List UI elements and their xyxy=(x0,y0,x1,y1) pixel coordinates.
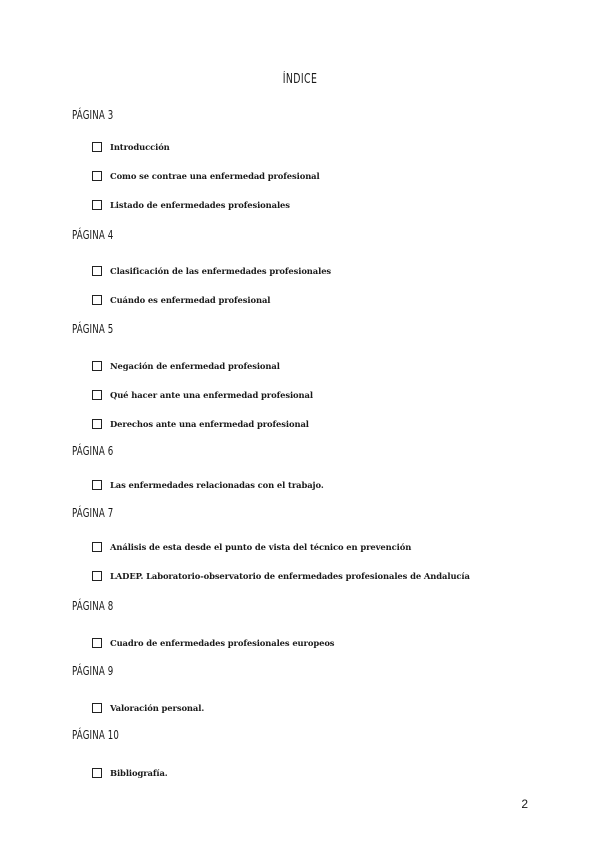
checkbox-icon[interactable] xyxy=(92,638,102,648)
section-heading: PÁGINA 10 xyxy=(72,728,120,742)
checkbox-icon[interactable] xyxy=(92,419,102,429)
section-heading: PÁGINA 7 xyxy=(72,506,114,520)
index-item xyxy=(92,380,552,409)
page-number: 2 xyxy=(521,797,528,811)
section-heading: PÁGINA 4 xyxy=(72,228,114,242)
index-section xyxy=(72,504,552,590)
checkbox-icon[interactable] xyxy=(92,295,102,305)
checkbox-icon[interactable] xyxy=(92,266,102,276)
checkbox-icon[interactable] xyxy=(92,703,102,713)
checkbox-icon[interactable] xyxy=(92,768,102,778)
item-label: LADEP. Laboratorio-observatorio de enfermedades profesionales de Andalucía xyxy=(110,570,470,581)
section-heading: PÁGINA 6 xyxy=(72,444,114,458)
index-section xyxy=(72,106,552,219)
index-section xyxy=(72,226,552,314)
checkbox-icon[interactable] xyxy=(92,171,102,181)
item-label: Qué hacer ante una enfermedad profesional xyxy=(110,389,313,400)
section-heading: PÁGINA 5 xyxy=(72,322,114,336)
index-item xyxy=(92,161,552,190)
section-heading: PÁGINA 8 xyxy=(72,599,114,613)
checkbox-icon[interactable] xyxy=(92,390,102,400)
item-label: Negación de enfermedad profesional xyxy=(110,360,280,371)
item-label: Derechos ante una enfermedad profesional xyxy=(110,418,309,429)
index-item xyxy=(92,285,552,314)
checkbox-icon[interactable] xyxy=(92,361,102,371)
index-section xyxy=(72,597,552,657)
item-label: Cuadro de enfermedades profesionales europeos xyxy=(110,637,335,648)
item-label: Análisis de esta desde el punto de vista del técnico en prevención xyxy=(110,541,412,552)
index-item xyxy=(92,132,552,161)
checkbox-icon[interactable] xyxy=(92,480,102,490)
item-label: Valoración personal. xyxy=(110,702,205,713)
index-section xyxy=(72,662,552,722)
checkbox-icon[interactable] xyxy=(92,142,102,152)
item-label: Cuándo es enfermedad profesional xyxy=(110,294,271,305)
item-label: Las enfermedades relacionadas con el trabajo. xyxy=(110,479,324,490)
index-item xyxy=(92,758,552,787)
index-section xyxy=(72,726,552,787)
index-section xyxy=(72,320,552,438)
item-label: Listado de enfermedades profesionales xyxy=(110,199,290,210)
index-item xyxy=(92,256,552,285)
index-item xyxy=(92,628,552,657)
section-heading: PÁGINA 9 xyxy=(72,664,114,678)
checkbox-icon[interactable] xyxy=(92,200,102,210)
item-label: Clasificación de las enfermedades profesionales xyxy=(110,265,332,276)
index-item xyxy=(92,409,552,438)
index-item xyxy=(92,532,552,561)
checkbox-icon[interactable] xyxy=(92,542,102,552)
index-item xyxy=(92,351,552,380)
item-label: Bibliografía. xyxy=(110,767,168,778)
index-item xyxy=(92,470,552,499)
index-item xyxy=(92,693,552,722)
item-label: Como se contrae una enfermedad profesional xyxy=(110,170,320,181)
index-item xyxy=(92,190,552,219)
index-item xyxy=(92,561,552,590)
checkbox-icon[interactable] xyxy=(92,571,102,581)
index-section xyxy=(72,442,552,499)
index-title: ÍNDICE xyxy=(282,72,318,87)
section-heading: PÁGINA 3 xyxy=(72,108,114,122)
item-label: Introducción xyxy=(110,141,170,152)
